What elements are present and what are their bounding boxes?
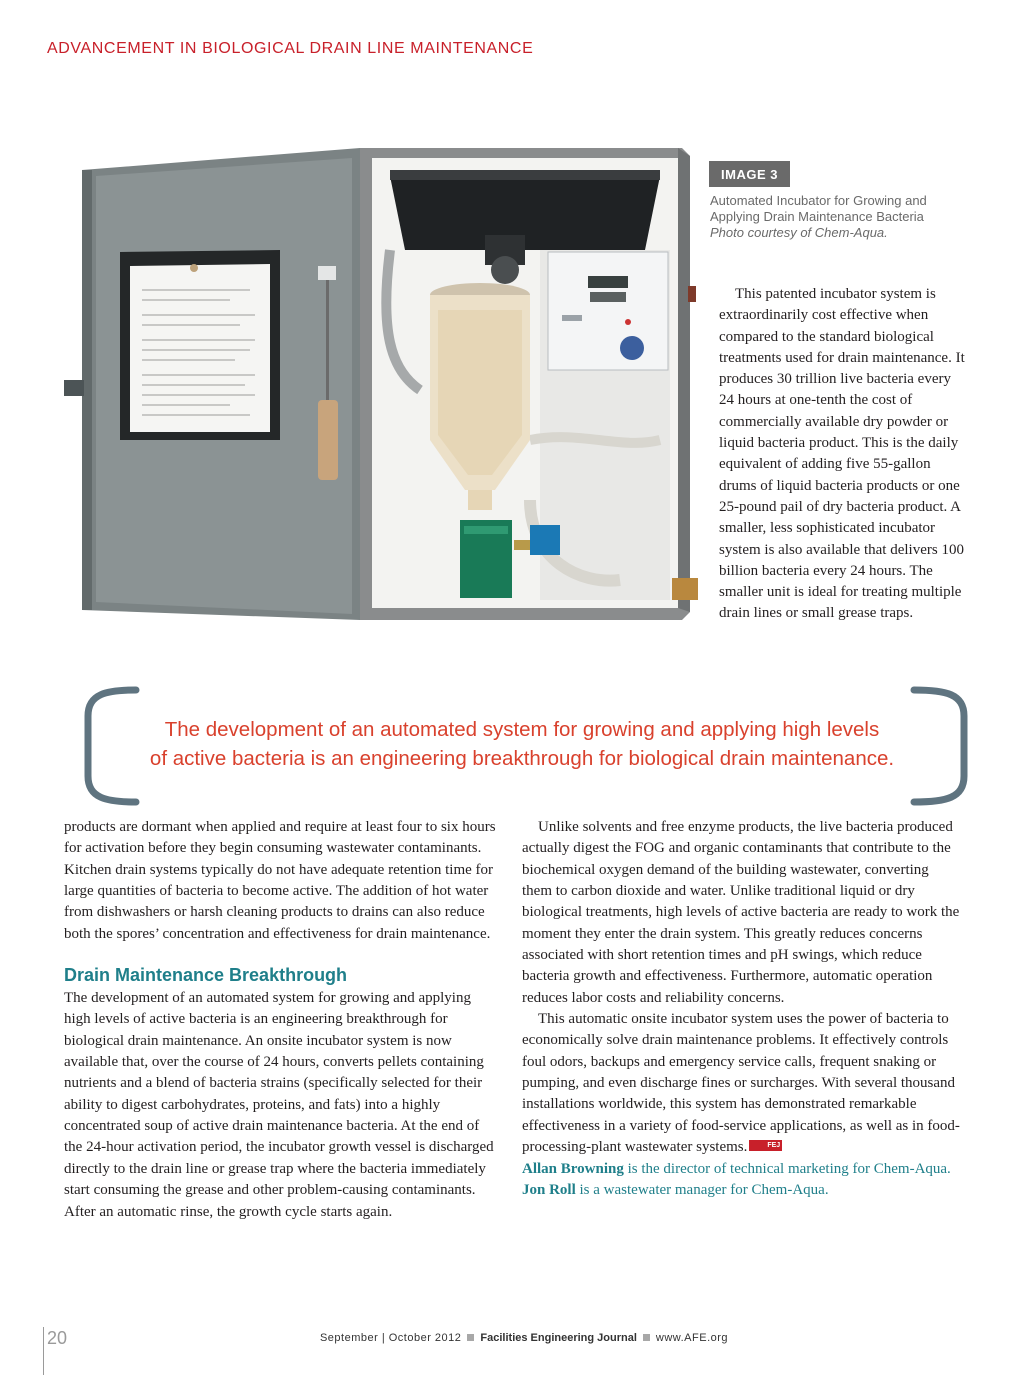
incubator-photo (60, 140, 710, 650)
separator-square-icon (643, 1334, 650, 1341)
pull-quote (112, 715, 932, 773)
author-2-role: is a wastewater manager for Chem-Aqua. (575, 1181, 829, 1198)
photo-credit: Photo courtesy of Chem-Aqua. (710, 225, 888, 240)
author-2-name: Jon Roll (522, 1181, 576, 1198)
author-bio (522, 1159, 962, 1202)
end-mark-icon: FEJ (749, 1140, 782, 1151)
image-badge: IMAGE 3 (709, 161, 790, 187)
footer-website: www.AFE.org (655, 1332, 729, 1344)
section-header: ADVANCEMENT IN BIOLOGICAL DRAIN LINE MAINTENANCE (47, 40, 534, 57)
footer (0, 1332, 1024, 1344)
right-column (522, 817, 962, 1201)
footer-issue: September | October 2012 (319, 1332, 462, 1344)
pull-quote-line-1: The development of an automated system for growing and applying high levels (164, 718, 880, 741)
caption-line-1: Automated Incubator for Growing and (710, 193, 927, 208)
sidebar-text: This patented incubator system is extraordinarily cost effective when compared to the standard biological treatments used for drain maintenance. It produces 30 trillion live bacteria every 24 hours at one-tenth the cost of commercially available dry powder or liquid bacteria product. This is the daily equivalent of adding five 55-gallon drums of liquid bacteria products or one 25-pound pail of dry bacteria product. A smaller, less sophisticated incubator system is also available that delivers 100 billion bacteria every 24 hours. The smaller unit is ideal for treating multiple drain lines or small grease traps. (719, 286, 965, 622)
right-paragraph-2-text: This automatic onsite incubator system uses the power of bacteria to economically solve drain maintenance problems. It effectively controls foul odors, backups and emergency service calls, frequent snaking or pumping, and even discharge fines or surcharges. With several thousand installations worldwide, this system has demonstrated remarkable effectiveness in a variety of food-service applications, as well as in food-processing-plant wastewater systems. (522, 1011, 960, 1156)
separator-square-icon (467, 1334, 474, 1341)
sidebar-paragraph (719, 284, 965, 625)
left-lead-paragraph: products are dormant when applied and require at least four to six hours for activation before they begin consuming wastewater contaminants. Kitchen drain systems typically do not have adequate retention time for large quantities of bacteria to become active. The addition of hot water from dishwashers or harsh cleaning products to drains can also reduce both the spores’ concentration and effectiveness for drain maintenance. (64, 819, 496, 942)
section-heading: Drain Maintenance Breakthrough (64, 965, 348, 986)
left-body-paragraph: The development of an automated system for growing and applying high levels of active bacteria is an engineering breakthrough for biological drain maintenance. An onsite incubator system is now available that, over the course of 24 hours, converts pellets containing nutrients and a blend of bacteria strains (specifically selected for their ability to digest carbohydrates, proteins, and fats) into a highly concentrated soup of active drain maintenance bacteria. At the end of the 24-hour activation period, the incubator growth vessel is discharged directly to the drain line or grease trap where the bacteria immediately start consuming the grease and other problem-causing contaminants. After an automatic rinse, the growth cycle starts again. (64, 990, 494, 1220)
author-1-name: Allan Browning (522, 1160, 624, 1177)
footer-journal: Facilities Engineering Journal (480, 1332, 637, 1344)
image-caption (710, 193, 970, 241)
right-paragraph-2 (522, 1009, 962, 1158)
author-1-role: is the director of technical marketing for Chem-Aqua. (623, 1160, 951, 1177)
left-column (64, 817, 500, 1223)
page-number: 20 (47, 1328, 68, 1348)
right-paragraph-1: Unlike solvents and free enzyme products, the live bacteria produced actually digest the FOG and organic contaminants that contribute to the biochemical oxygen demand of the building wastewater, converting them to carbon dioxide and water. Unlike traditional liquid or dry biological treatments, high levels of active bacteria are ready to work the moment they enter the drain system. This greatly reduces concerns associated with short retention times and pH swings, which reduce bacteria growth and effectiveness. Furthermore, automatic operation reduces labor costs and reliability concerns. (522, 819, 960, 1006)
caption-line-2: Applying Drain Maintenance Bacteria (710, 209, 924, 224)
pull-quote-line-2: of active bacteria is an engineering breakthrough for biological drain maintenance. (149, 747, 895, 770)
